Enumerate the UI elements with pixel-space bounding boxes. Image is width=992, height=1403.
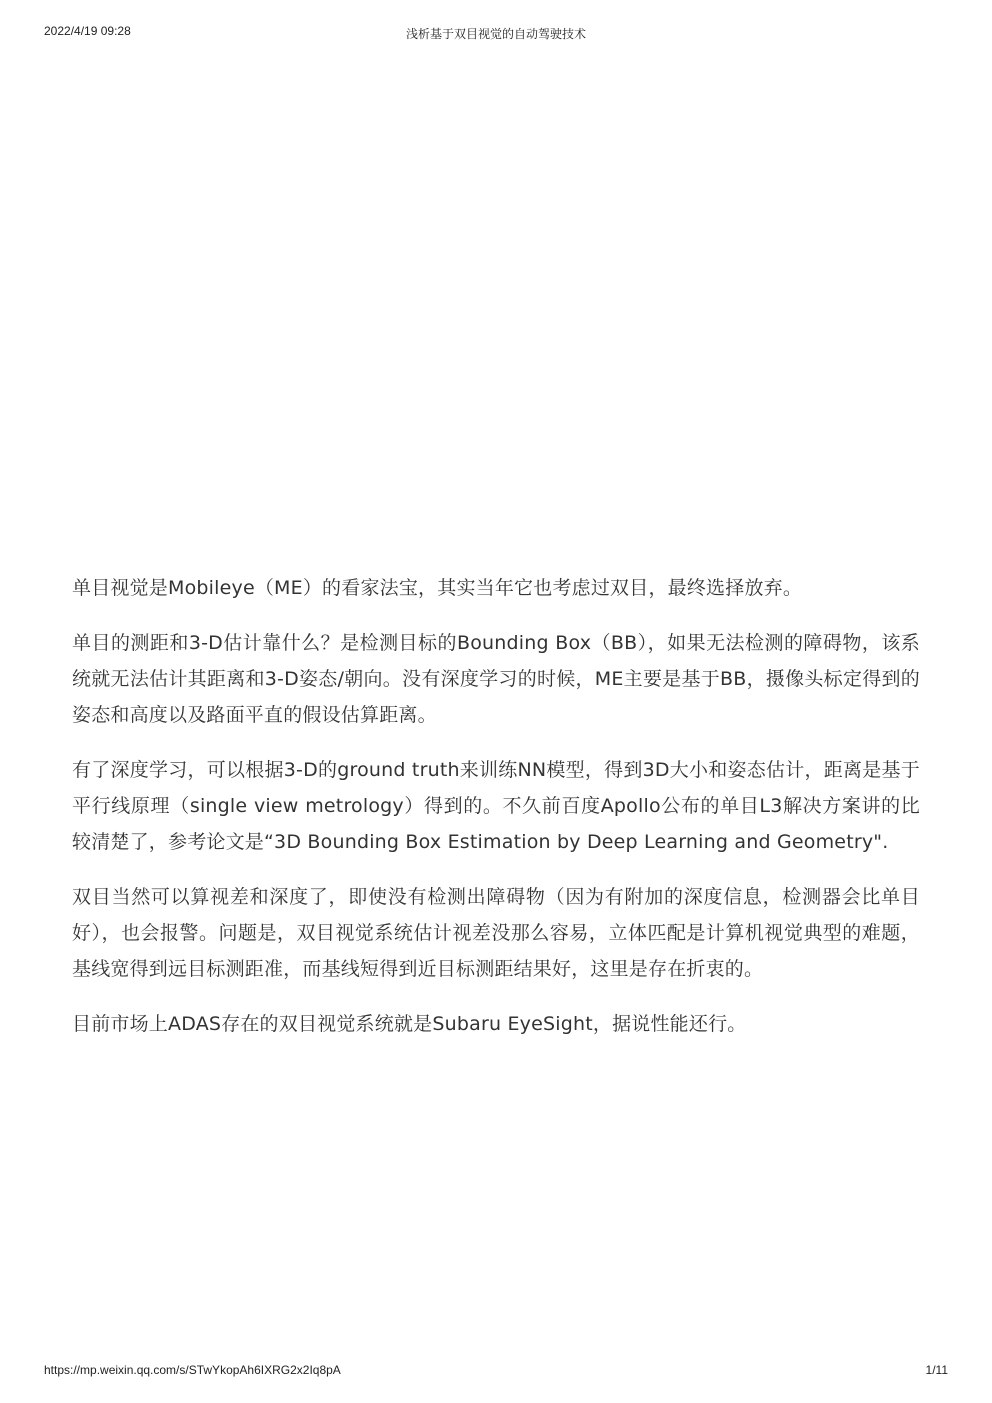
- print-header-title: 浅析基于双目视觉的自动驾驶技术: [405, 27, 586, 41]
- article-paragraph: 有了深度学习，可以根据3-D的ground truth来训练NN模型，得到3D大小和姿态估计，距离是基于平行线原理（single view metrology）得到的。不久前百度Apollo公布的单目L3解决方案讲的比较清楚了，参考论文是“3D Bounding Box Estimation by Deep Learning and Geometry".: [72, 759, 920, 853]
- article-paragraph: 单目的测距和3-D估计靠什么？是检测目标的Bounding Box（BB），如果无法检测的障碍物，该系统就无法估计其距离和3-D姿态/朝向。没有深度学习的时候，ME主要是基于BB，摄像头标定得到的姿态和高度以及路面平直的假设估算距离。: [72, 632, 920, 726]
- article-image-area: [72, 60, 920, 550]
- article-paragraph: 目前市场上ADAS存在的双目视觉系统就是Subaru EyeSight，据说性能还行。: [72, 1013, 747, 1035]
- print-header-date: 2022/4/19 09:28: [44, 24, 131, 38]
- page-number: 1/11: [925, 1363, 948, 1377]
- print-footer-url: https://mp.weixin.qq.com/s/STwYkopAh6IXRG2x2Iq8pA: [44, 1363, 341, 1377]
- article-paragraph: 单目视觉是Mobileye（ME）的看家法宝，其实当年它也考虑过双目，最终选择放弃。: [72, 577, 803, 599]
- article-body: [72, 570, 920, 1061]
- article-paragraph: 双目当然可以算视差和深度了，即使没有检测出障碍物（因为有附加的深度信息，检测器会比单目好），也会报警。问题是，双目视觉系统估计视差没那么容易，立体匹配是计算机视觉典型的难题，基线宽得到远目标测距准，而基线短得到近目标测距结果好，这里是存在折衷的。: [72, 886, 920, 980]
